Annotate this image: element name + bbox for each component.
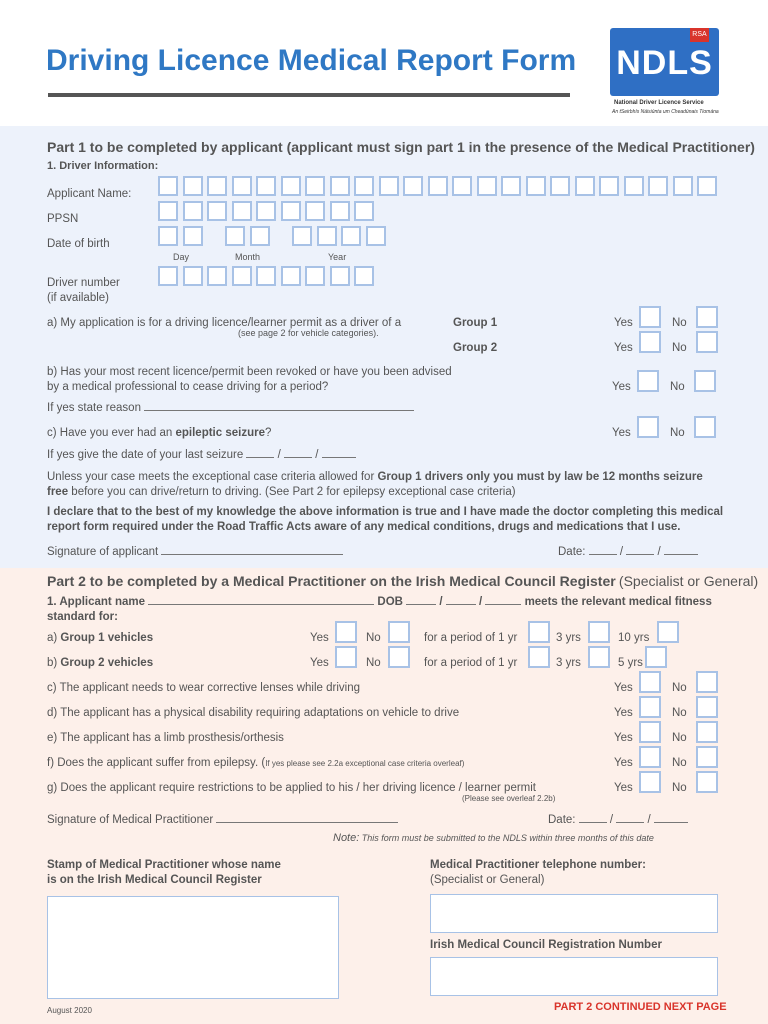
no-label: No (366, 632, 381, 644)
seizure-rule-line2: free before you can drive/return to driving. (See Part 2 for epilepsy exceptional case criteria) (47, 486, 516, 498)
name-char-box[interactable] (330, 176, 350, 196)
dob-year-box[interactable] (341, 226, 361, 246)
applicant-date: Date: / / (558, 546, 698, 558)
name-char-box[interactable] (452, 176, 472, 196)
yes-label: Yes (310, 632, 329, 644)
dob-day-box[interactable] (158, 226, 178, 246)
name-char-box[interactable] (550, 176, 570, 196)
name-char-box[interactable] (305, 176, 325, 196)
ppsn-char-box[interactable] (305, 201, 325, 221)
yes-label: Yes (614, 317, 633, 329)
3yrs-label: 3 yrs (556, 657, 581, 669)
no-label: No (672, 342, 687, 354)
ppsn-label: PPSN (47, 213, 79, 225)
driver-number-box[interactable] (232, 266, 252, 286)
telephone-note: (Specialist or General) (430, 874, 545, 886)
continued-notice: PART 2 CONTINUED NEXT PAGE (554, 1001, 727, 1013)
form-date: August 2020 (47, 1006, 92, 1015)
registration-field[interactable] (430, 957, 718, 996)
logo-subtitle-irish: An tSeirbhís Náisiúnta um Cheadúnais Tiomána (612, 109, 719, 115)
no-label: No (670, 427, 685, 439)
practitioner-signature: Signature of Medical Practitioner (47, 814, 398, 826)
reason-field[interactable] (144, 410, 414, 411)
group2-vehicles: b) Group 2 vehicles (47, 657, 154, 669)
group2-label: Group 2 (453, 342, 498, 354)
no-label: No (672, 782, 687, 794)
driver-number-box[interactable] (305, 266, 325, 286)
registration-label: Irish Medical Council Registration Number (430, 939, 662, 951)
ppsn-char-box[interactable] (256, 201, 276, 221)
period-label: for a period of 1 yr (424, 657, 518, 669)
applicant-signature: Signature of applicant (47, 546, 343, 558)
name-char-box[interactable] (256, 176, 276, 196)
day-label: Day (173, 252, 190, 262)
title-rule (48, 93, 570, 97)
ppsn-char-box[interactable] (232, 201, 252, 221)
applicant-signature-field[interactable] (161, 554, 343, 555)
name-char-box[interactable] (477, 176, 497, 196)
stamp-box[interactable] (47, 896, 339, 999)
ppsn-char-box[interactable] (158, 201, 178, 221)
if-available-label: (if available) (47, 292, 109, 304)
g2-5yrs-checkbox[interactable] (645, 646, 667, 668)
name-char-box[interactable] (648, 176, 668, 196)
no-label: No (672, 707, 687, 719)
group2-no-checkbox[interactable] (696, 331, 718, 353)
name-char-box[interactable] (697, 176, 717, 196)
name-char-box[interactable] (624, 176, 644, 196)
part2-heading: Part 2 to be completed by a Medical Practitioner on the Irish Medical Council Register (Specialist or General) (47, 573, 759, 589)
no-label: No (672, 682, 687, 694)
group1-vehicles: a) Group 1 vehicles (47, 632, 154, 644)
name-char-box[interactable] (183, 176, 203, 196)
driver-number-label: Driver number (47, 277, 120, 289)
medical-yes-checkbox[interactable] (639, 771, 661, 793)
logo-subtitle: National Driver Licence Service (614, 100, 704, 106)
group1-label: Group 1 (453, 317, 498, 329)
5yrs-label: 5 yrs (618, 657, 643, 669)
question-b-line2: by a medical professional to cease driving for a period? (47, 381, 329, 393)
medical-yes-checkbox[interactable] (639, 721, 661, 743)
g2-yes-checkbox[interactable] (335, 646, 357, 668)
driver-number-box[interactable] (354, 266, 374, 286)
ppsn-char-box[interactable] (281, 201, 301, 221)
medical-no-checkbox[interactable] (696, 696, 718, 718)
ppsn-char-box[interactable] (183, 201, 203, 221)
seizure-yes-checkbox[interactable] (637, 416, 659, 438)
standard-label: standard for: (47, 611, 118, 623)
dob-label: Date of birth (47, 238, 110, 250)
name-char-box[interactable] (232, 176, 252, 196)
revoked-yes-checkbox[interactable] (637, 370, 659, 392)
ndls-logo-text: NDLS (616, 44, 713, 82)
question-a-note: (see page 2 for vehicle categories). (238, 328, 379, 338)
no-label: No (366, 657, 381, 669)
question-d-disability: d) The applicant has a physical disability requiring adaptations on vehicle to drive (47, 707, 460, 719)
declaration-line2: report form required under the Road Traffic Acts aware of any medical conditions, drugs and medications that I use. (47, 521, 681, 533)
g1-1yr-checkbox[interactable] (528, 621, 550, 643)
revoked-no-checkbox[interactable] (694, 370, 716, 392)
name-char-box[interactable] (207, 176, 227, 196)
ppsn-char-box[interactable] (207, 201, 227, 221)
question-g-note: (Please see overleaf 2.2b) (462, 794, 556, 803)
reason-label: If yes state reason (47, 402, 414, 414)
g1-yes-checkbox[interactable] (335, 621, 357, 643)
driver-number-box[interactable] (330, 266, 350, 286)
seizure-no-checkbox[interactable] (694, 416, 716, 438)
group2-yes-checkbox[interactable] (639, 331, 661, 353)
dob-year-box[interactable] (292, 226, 312, 246)
name-char-box[interactable] (158, 176, 178, 196)
yes-label: Yes (614, 732, 633, 744)
group1-yes-checkbox[interactable] (639, 306, 661, 328)
driver-number-box[interactable] (256, 266, 276, 286)
medical-yes-checkbox[interactable] (639, 671, 661, 693)
telephone-label: Medical Practitioner telephone number: (430, 859, 646, 871)
yes-label: Yes (614, 782, 633, 794)
10yrs-label: 10 yrs (618, 632, 650, 644)
seizure-rule-line1: Unless your case meets the exceptional case criteria allowed for Group 1 drivers only you must by law be 12 months seizure (47, 471, 703, 483)
rsa-badge: RSA (690, 28, 709, 42)
medical-yes-checkbox[interactable] (639, 696, 661, 718)
driver-number-box[interactable] (281, 266, 301, 286)
no-label: No (672, 732, 687, 744)
question-c: c) Have you ever had an epileptic seizure? (47, 427, 272, 439)
g1-no-checkbox[interactable] (388, 621, 410, 643)
g2-3yrs-checkbox[interactable] (588, 646, 610, 668)
question-e-prosthesis: e) The applicant has a limb prosthesis/orthesis (47, 732, 284, 744)
name-char-box[interactable] (379, 176, 399, 196)
page-title: Driving Licence Medical Report Form (46, 44, 577, 77)
driver-number-box[interactable] (207, 266, 227, 286)
yes-label: Yes (614, 707, 633, 719)
applicant-name-label: Applicant Name: (47, 188, 132, 200)
question-b-line1: b) Has your most recent licence/permit been revoked or have you been advised (47, 366, 452, 378)
practitioner-signature-field[interactable] (216, 822, 398, 823)
name-char-box[interactable] (354, 176, 374, 196)
declaration-line1: I declare that to the best of my knowledge the above information is true and I have made the doctor completing this medical (47, 506, 724, 518)
period-label: for a period of 1 yr (424, 632, 518, 644)
last-seizure-label: If yes give the date of your last seizure / / (47, 449, 356, 461)
dob-year-box[interactable] (317, 226, 337, 246)
dob-month-box[interactable] (225, 226, 245, 246)
name-char-box[interactable] (575, 176, 595, 196)
dob-day-box[interactable] (183, 226, 203, 246)
practitioner-date: Date: / / (548, 814, 688, 826)
question-a: a) My application is for a driving licence/learner permit as a driver of a (47, 317, 402, 329)
ppsn-char-box[interactable] (330, 201, 350, 221)
yes-label: Yes (614, 342, 633, 354)
name-char-box[interactable] (599, 176, 619, 196)
telephone-field[interactable] (430, 894, 718, 933)
name-char-box[interactable] (281, 176, 301, 196)
medical-yes-checkbox[interactable] (639, 746, 661, 768)
question-f-epilepsy: f) Does the applicant suffer from epilepsy. (If yes please see 2.2a exceptional case criteria overleaf) (47, 757, 465, 769)
name-char-box[interactable] (403, 176, 423, 196)
part1-heading: Part 1 to be completed by applicant (applicant must sign part 1 in the presence of the Medical Practitioner) (47, 139, 755, 155)
group1-no-checkbox[interactable] (696, 306, 718, 328)
no-label: No (672, 757, 687, 769)
yes-label: Yes (612, 381, 631, 393)
driver-number-box[interactable] (183, 266, 203, 286)
question-g-restrictions: g) Does the applicant require restrictions to be applied to his / her driving licence / learner permit (47, 782, 536, 794)
stamp-label-line1: Stamp of Medical Practitioner whose name (47, 859, 281, 871)
name-char-box[interactable] (673, 176, 693, 196)
g1-10yrs-checkbox[interactable] (657, 621, 679, 643)
yes-label: Yes (612, 427, 631, 439)
month-label: Month (235, 252, 261, 262)
yes-label: Yes (310, 657, 329, 669)
dob-month-box[interactable] (250, 226, 270, 246)
submission-note: Note: This form must be submitted to the NDLS within three months of this date (333, 832, 654, 844)
applicant-name-row: 1. Applicant name DOB / / meets the relevant medical fitness (47, 596, 712, 608)
yes-label: Yes (614, 682, 633, 694)
g1-3yrs-checkbox[interactable] (588, 621, 610, 643)
name-char-box[interactable] (501, 176, 521, 196)
question-c-lenses: c) The applicant needs to wear corrective lenses while driving (47, 682, 360, 694)
dob-year-box[interactable] (366, 226, 386, 246)
year-label: Year (328, 252, 347, 262)
driver-number-box[interactable] (158, 266, 178, 286)
name-char-box[interactable] (428, 176, 448, 196)
section1-label: 1. Driver Information: (47, 160, 159, 172)
g2-no-checkbox[interactable] (388, 646, 410, 668)
g2-1yr-checkbox[interactable] (528, 646, 550, 668)
medical-no-checkbox[interactable] (696, 671, 718, 693)
yes-label: Yes (614, 757, 633, 769)
no-label: No (672, 317, 687, 329)
stamp-label-line2: is on the Irish Medical Council Register (47, 874, 262, 886)
name-char-box[interactable] (526, 176, 546, 196)
no-label: No (670, 381, 685, 393)
ppsn-char-box[interactable] (354, 201, 374, 221)
medical-no-checkbox[interactable] (696, 771, 718, 793)
medical-no-checkbox[interactable] (696, 721, 718, 743)
3yrs-label: 3 yrs (556, 632, 581, 644)
medical-no-checkbox[interactable] (696, 746, 718, 768)
